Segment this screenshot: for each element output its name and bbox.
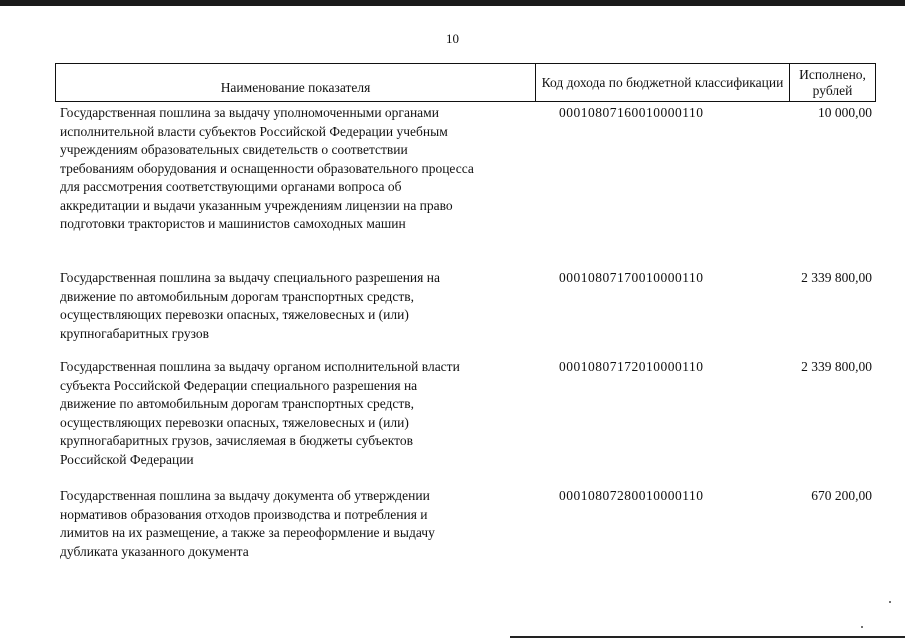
scan-bottom-border bbox=[510, 636, 905, 638]
page-number: 10 bbox=[446, 31, 459, 46]
header-name-column: Наименование показателя bbox=[220, 79, 371, 95]
row-name: Государственная пошлина за выдачу уполномоченными органами исполнительной власти субъектов Российской Федерации учебным учреждениям образовательных свидетельств о соответствии требованиям оборудования и оснащенности образовательного процесса для рассмотрения соответствующими органами вопроса об аккредитации и выдачи указанным учреждениям лицензии на право подготовки трактористов и машинистов самоходных машин bbox=[60, 105, 474, 231]
row-code: 00010807172010000110 bbox=[559, 359, 704, 374]
row-name: Государственная пошлина за выдачу специального разрешения на движение по автомобильным дорогам транспортных средств, осуществляющих перевозки опасных, тяжеловесных и (или) крупногабаритных грузов bbox=[60, 270, 440, 341]
table-header bbox=[55, 63, 876, 102]
scan-top-border bbox=[0, 0, 905, 6]
row-amount: 10 000,00 bbox=[818, 105, 872, 120]
header-code-column: Код дохода по бюджетной классификации bbox=[535, 64, 789, 101]
row-name: Государственная пошлина за выдачу документа об утверждении нормативов образования отходов производства и потребления и лимитов на их размещение, а также за переоформление и выдачу дубликата указанного документа bbox=[60, 488, 435, 559]
header-executed-column: Исполнено, рублей bbox=[789, 64, 875, 101]
scan-speck bbox=[861, 626, 863, 628]
row-code: 00010807280010000110 bbox=[559, 488, 704, 503]
row-amount: 2 339 800,00 bbox=[801, 359, 872, 374]
scan-speck bbox=[889, 601, 891, 603]
row-code: 00010807160010000110 bbox=[559, 105, 704, 120]
row-name: Государственная пошлина за выдачу органом исполнительной власти субъекта Российской Федерации специального разрешения на движение по автомобильным дорогам транспортных средств, осуществляющих перевозки опасных, тяжеловесных и (или) крупногабаритных грузов, зачисляемая в бюджеты субъектов Российской Федерации bbox=[60, 359, 460, 467]
row-code: 00010807170010000110 bbox=[559, 270, 704, 285]
row-amount: 670 200,00 bbox=[811, 488, 872, 503]
row-amount: 2 339 800,00 bbox=[801, 270, 872, 285]
